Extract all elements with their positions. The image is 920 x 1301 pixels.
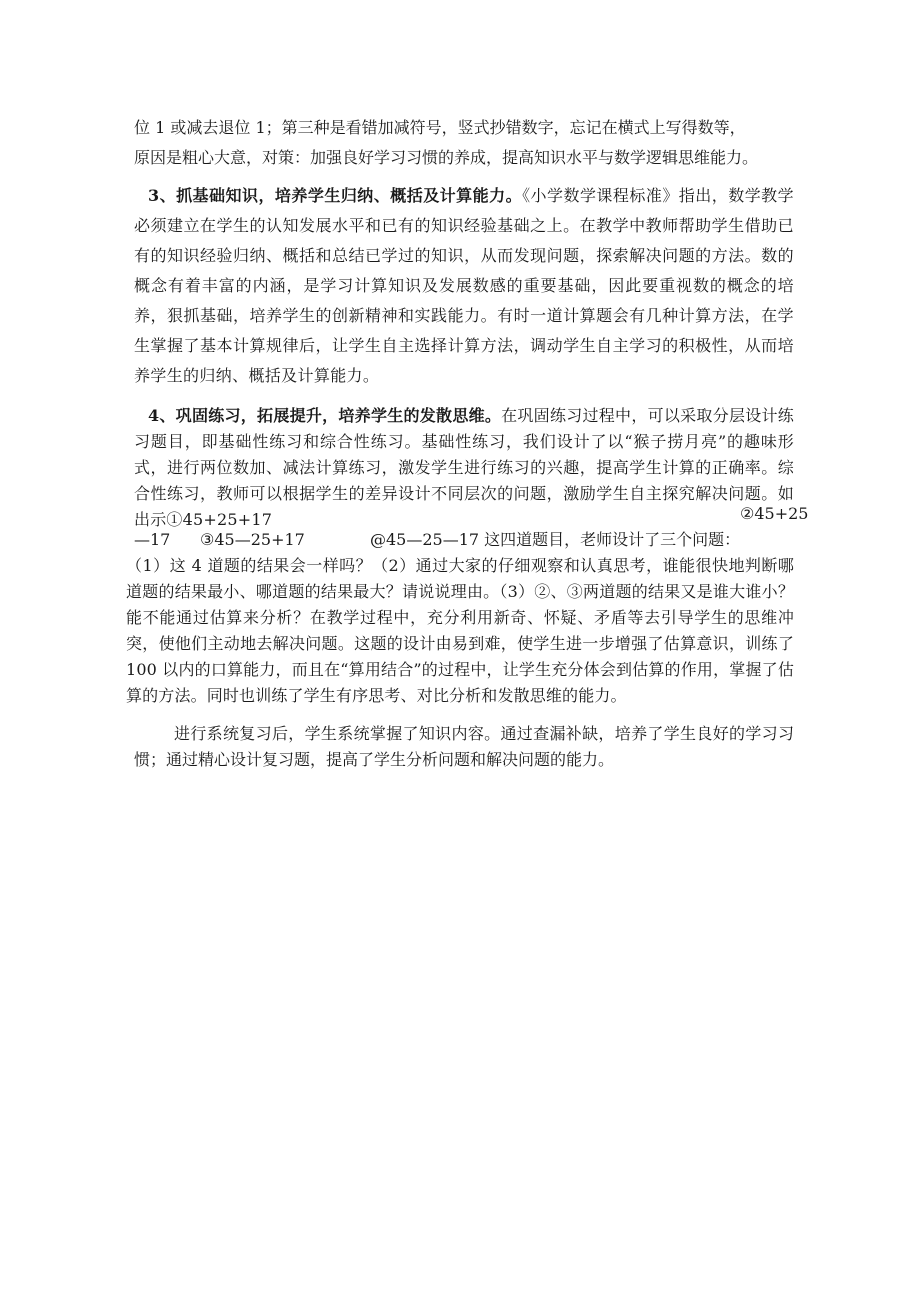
paragraph-continuation	[134, 113, 794, 173]
equation-2-end: —17	[134, 530, 171, 549]
paragraph-summary	[134, 721, 794, 773]
paragraph-intro	[134, 403, 794, 533]
equation-4: @45—25—17 这四道题目，老师设计了三个问题：	[370, 530, 741, 549]
paragraph-body: 进行系统复习后，学生系统掌握了知识内容。通过查漏补缺，培养了学生良好的学习习惯；通过精心设计复习题，提高了学生分析问题和解决问题的能力。	[134, 724, 794, 769]
paragraph-questions	[126, 553, 794, 709]
paragraph-consolidation	[134, 403, 794, 533]
equation-2-start: ②45+25	[740, 504, 809, 523]
text-line: 原因是粗心大意，对策：加强良好学习习惯的养成，提高知识水平与数学逻辑思维能力。	[134, 148, 759, 167]
text-line: 位 1 或减去退位 1；第三种是看错加减符号，竖式抄错数字，忘记在横式上写得数等，	[134, 118, 746, 137]
paragraph-heading: 4、巩固练习，拓展提升，培养学生的发散思维。	[148, 406, 502, 425]
paragraph-body: 《小学数学课程标准》指出，数学教学必须建立在学生的认知发展水平和已有的知识经验基础之上。在教学中教师帮助学生借助已有的知识经验归纳、概括和总结已学过的知识，从而发现问题，探索解决问题的方法。数的概念有着丰富的内涵，是学习计算知识及发展数感的重要基础，因此要重视数的概念的培养，狠抓基础，培养学生的创新精神和实践能力。有时一道计算题会有几种计算方法，在学生掌握了基本计算规律后，让学生自主选择计算方法，调动学生自主学习的积极性，从而培养学生的归纳、概括及计算能力。	[134, 186, 795, 385]
paragraph-body: 在巩固练习过程中，可以采取分层设计练习题目，即基础性练习和综合性练习。基础性练习，我们设计了以“猴子捞月亮”的趣味形式，进行两位数加、减法计算练习，激发学生进行练习的兴趣，提高学生计算的正确率。综合性练习，教师可以根据学生的差异设计不同层次的问题，激励学生自主探究解决问题。如出示①45+25+17	[134, 406, 794, 529]
paragraph-basic-knowledge	[134, 181, 794, 391]
equation-line	[134, 527, 794, 553]
equation-3: ③45—25+17	[200, 530, 305, 549]
paragraph-heading: 3、抓基础知识，培养学生归纳、概括及计算能力。	[148, 186, 523, 205]
question-text: （1）这 4 道题的结果会一样吗？（2）通过大家的仔细观察和认真思考，谁能很快地判断哪道题的结果最小、哪道题的结果最大？请说说理由。（3）②、③两道题的结果又是谁大谁小？能不能通过估算来分析？在教学过程中，充分利用新奇、怀疑、矛盾等去引导学生的思维冲突，使他们主动地去解决问题。这题的设计由易到难，使学生进一步增强了估算意识，训练了 100 以内的口算能力，而且在“算用结合”的过程中，让学生充分体会到估算的作用，掌握了估算的方法。同时也训练了学生有序思考、对比分析和发散思维的能力。	[126, 556, 794, 705]
